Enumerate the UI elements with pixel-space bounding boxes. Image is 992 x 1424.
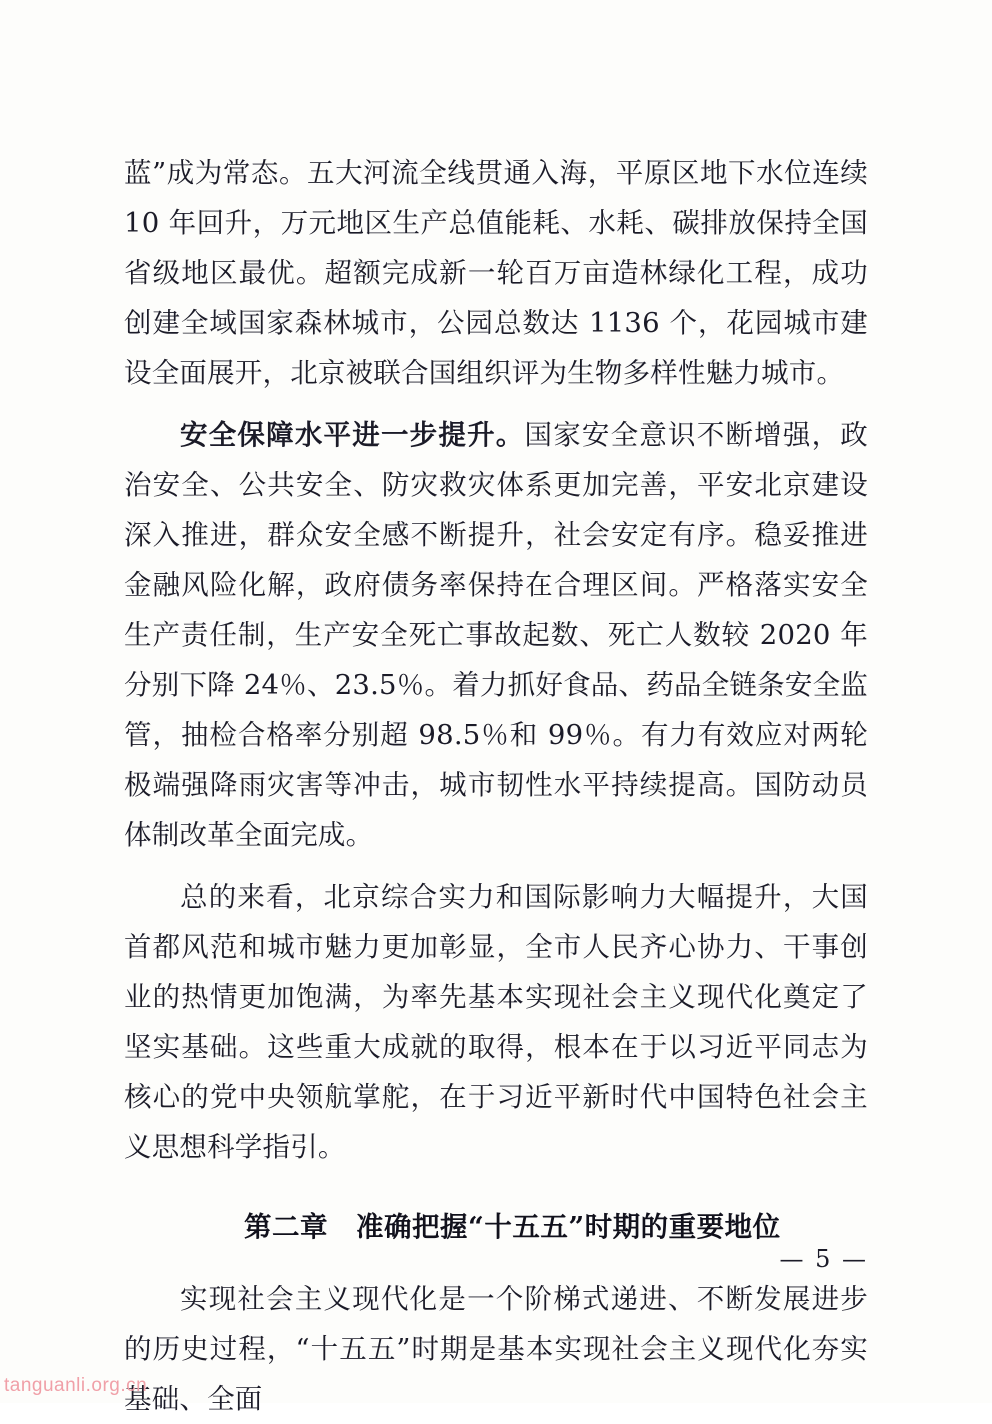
paragraph-lead-safety: 安全保障水平进一步提升。 (180, 419, 525, 451)
paragraph-spacer (124, 398, 868, 410)
paragraph-spacer-2 (124, 860, 868, 872)
page-content (124, 148, 868, 1424)
paragraph-body-safety: 国家安全意识不断增强，政治安全、公共安全、防灾救灾体系更加完善，平安北京建设深入推进，群众安全感不断提升，社会安定有序。稳妥推进金融风险化解，政府债务率保持在合理区间。严格落实安全生产责任制，生产安全死亡事故起数、死亡人数较 2020 年分别下降 24％、23.5％。着力抓好食品、药品全链条安全监管，抽检合格率分别超 98.5％和 99％。有力有效应对两轮极端强降雨灾害等冲击，城市韧性水平持续提高。国防动员体制改革全面完成。 (124, 419, 868, 851)
watermark: tanguanli.org.cn (4, 1375, 148, 1396)
heading-spacer-top (124, 1172, 868, 1202)
paragraph-continuation: 蓝”成为常态。五大河流全线贯通入海，平原区地下水位连续 10 年回升，万元地区生产总值能耗、水耗、碳排放保持全国省级地区最优。超额完成新一轮百万亩造林绿化工程，成功创建全域国家森林城市，公园总数达 1136 个，花园城市建设全面展开，北京被联合国组织评为生物多样性魅力城市。 (124, 157, 868, 389)
page-number: — 5 — (779, 1245, 868, 1273)
paragraph-summary: 总的来看，北京综合实力和国际影响力大幅提升，大国首都风范和城市魅力更加彰显，全市人民齐心协力、干事创业的热情更加饱满，为率先基本实现社会主义现代化奠定了坚实基础。这些重大成就的取得，根本在于以习近平同志为核心的党中央领航掌舵，在于习近平新时代中国特色社会主义思想科学指引。 (124, 881, 868, 1163)
chapter-heading: 第二章 准确把握“十五五”时期的重要地位 (244, 1211, 781, 1243)
paragraph-chapter-opening: 实现社会主义现代化是一个阶梯式递进、不断发展进步的历史过程，“十五五”时期是基本实现社会主义现代化夯实基础、全面 (124, 1283, 868, 1415)
paragraph-safety (124, 410, 868, 860)
